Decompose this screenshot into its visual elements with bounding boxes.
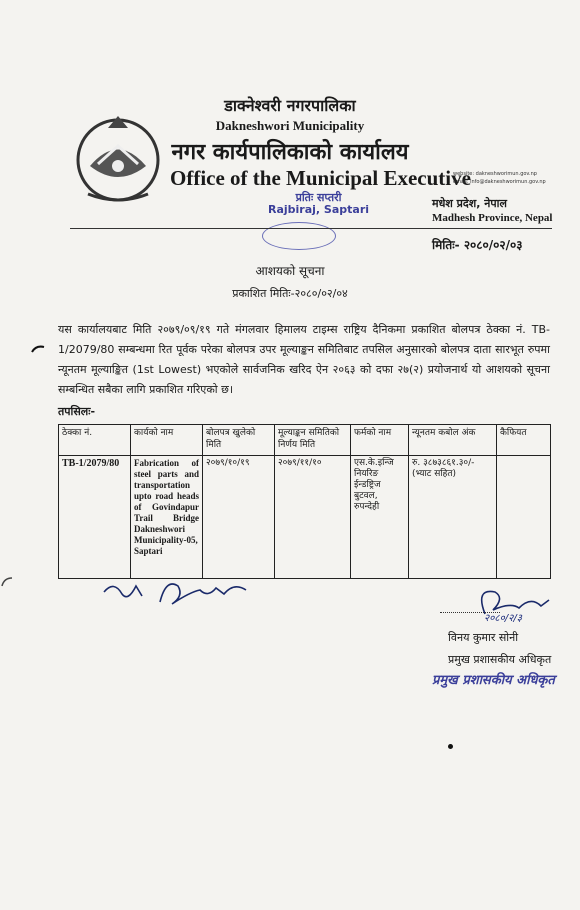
cell-remarks — [497, 456, 551, 579]
col-header-contract-no: ठेक्का नं. — [59, 425, 131, 456]
notice-title: आशयको सूचना — [255, 264, 325, 278]
office-seal-icon — [262, 222, 336, 250]
cell-lowest-bid: रु. ३८७३८६१.३०/- (भ्याट सहित) — [409, 456, 497, 579]
header-divider — [70, 228, 552, 229]
bid-table — [58, 424, 551, 579]
location-stamp — [268, 192, 369, 216]
cell-contract-no: TB-1/2079/80 — [59, 456, 131, 579]
notice-body: यस कार्यालयबाट मिति २०७९/०९/१९ गते मंगलवार हिमालय टाइम्स राष्ट्रिय दैनिकमा प्रकाशित बोलपत्र ठेक्का नं. TB-1/2079/80 सम्बन्धमा रित पूर्वक परेका बोलपत्र उपर मूल्याङ्कन समितिबाट तपसिल अनुसारको बोलपत्र दाता सारभूत रुपमा न्यूनतम मूल्याङ्कित (1st Lowest) भएकोले सार्वजनिक खरिद ऐन २०६३ को दफा २७(२) प्रयोजनार्थ यो आशयको सूचना सम्बन्धित सबैका लागि प्रकाशित गरिएको छ। — [58, 323, 550, 396]
cell-opening-date: २०७९/१०/१९ — [203, 456, 275, 579]
office-name-devanagari: नगर कार्यपालिकाको कार्यालय — [171, 140, 409, 165]
table-header-row — [59, 425, 551, 456]
designation-stamp: प्रमुख प्रशासकीय अधिकृत — [432, 673, 555, 688]
cell-firm-name: एस.के.इन्जि नियरिङ ईन्डष्ट्रिज बुटवल, रुपन्देही — [351, 456, 409, 579]
published-date: प्रकाशित मितिः-२०८०/०२/०४ — [232, 287, 348, 300]
tapasil-label: तपसिलः- — [58, 405, 96, 418]
col-header-lowest-bid: न्यूनतम कबोल अंक — [409, 425, 497, 456]
margin-mark-icon — [0, 576, 14, 588]
signature-left-icon — [100, 572, 270, 616]
website-text: website: dakneshworimun.gov.np — [453, 171, 537, 177]
province-english: Madhesh Province, Nepal — [432, 212, 553, 224]
letter-date: मितिः- २०८०/०२/०३ — [432, 238, 523, 252]
col-header-remarks: कैफियत — [497, 425, 551, 456]
col-header-firm-name: फर्मको नाम — [351, 425, 409, 456]
email-text: email: info@dakneshworimun.gov.np — [453, 179, 546, 185]
col-header-decision-date: मूल्याङ्कन समितिको निर्णय मिति — [275, 425, 351, 456]
signer-name: विनय कुमार सोनी — [448, 631, 519, 644]
office-name-english: Office of the Municipal Executive — [170, 166, 471, 190]
contact-info — [453, 170, 546, 186]
municipality-name-english: Dakneshwori Municipality — [215, 118, 365, 133]
ink-dot — [448, 744, 453, 749]
col-header-opening-date: बोलपत्र खुलेको मिति — [203, 425, 275, 456]
province-devanagari: मधेश प्रदेश, नेपाल — [432, 197, 507, 210]
handwritten-date: २०८०/२/३ — [484, 613, 522, 624]
margin-mark-icon — [30, 344, 46, 354]
cell-decision-date: २०७९/११/१० — [275, 456, 351, 579]
signer-title: प्रमुख प्रशासकीय अधिकृत — [448, 653, 552, 666]
location-stamp-line2: Rajbiraj, Saptari — [268, 203, 370, 216]
municipality-name-devanagari: डाक्नेश्वरी नगरपालिका — [224, 96, 356, 115]
cell-work-name: Fabrication of steel parts and transportation upto road heads of Govindapur Trail Bridge Dakneshwori Municipality-05, Saptari — [131, 456, 203, 579]
table-row — [59, 456, 551, 579]
col-header-work-name: कार्यको नाम — [131, 425, 203, 456]
location-stamp-line1: प्रतिः सप्तरी — [295, 191, 342, 204]
